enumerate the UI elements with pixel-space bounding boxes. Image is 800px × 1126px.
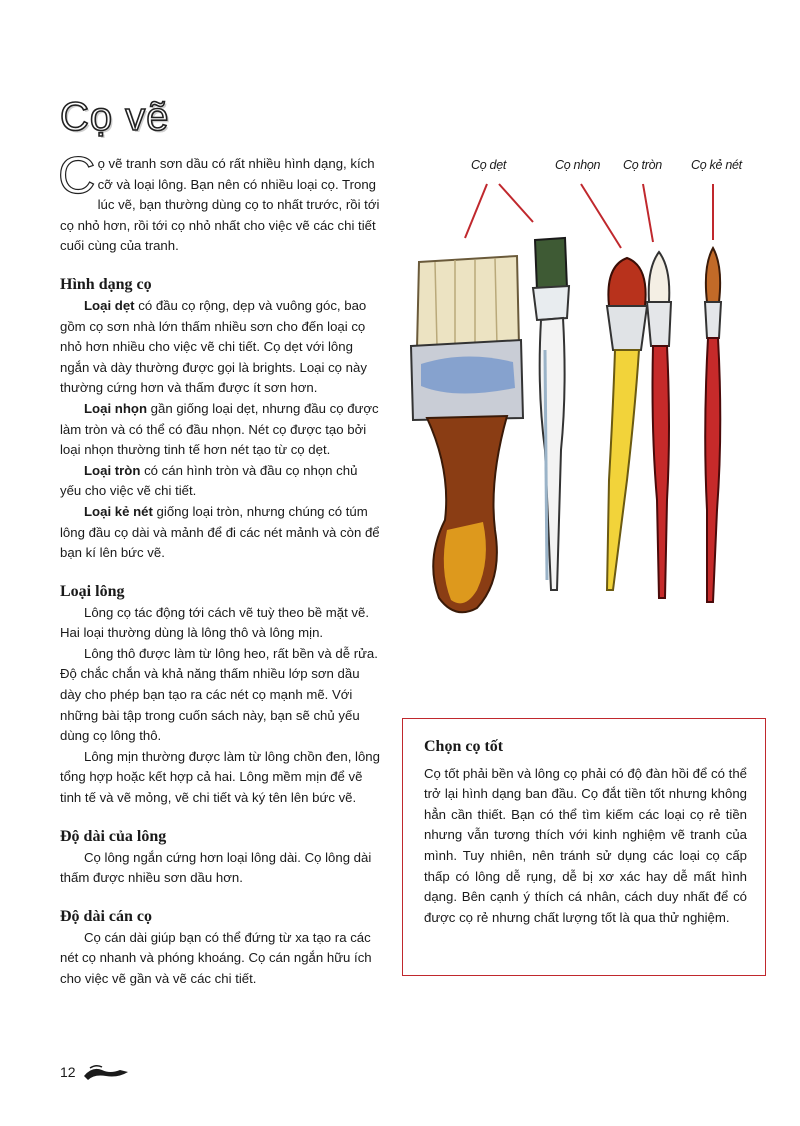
paragraph-flat-brush: [60, 296, 382, 399]
term-flat: Loại dẹt: [84, 297, 135, 313]
intro-text: ọ vẽ tranh sơn dầu có rất nhiều hình dạng, kích cỡ và loại lông. Bạn nên có nhiều loại cọ. Trong lúc vẽ, bạn thường dùng cọ to nhất trước, rồi tới cọ nhỏ hơn, rồi tới cọ nhỏ nhất cho việc vẽ các chi tiết cuối cùng của tranh.: [60, 156, 380, 254]
section-handle-length: [60, 907, 382, 990]
section-title-length: Độ dài của lông: [60, 827, 167, 845]
tip-box: [402, 718, 766, 976]
label-round-brush: Cọ tròn: [623, 158, 662, 172]
intro-paragraph: [58, 147, 382, 257]
section-title-brush-shape: Hình dạng cọ: [60, 275, 152, 293]
section-title-bristle: Loại lông: [60, 582, 125, 600]
tip-body: Cọ tốt phải bền và lông cọ phải có độ đàn hồi để có thể trở lại hình dạng ban đầu. Cọ đắt tiền tốt nhưng không hẳn cần thiết. Bạn có thể tìm kiếm các loại cọ rẻ tiền nhưng vẫn tương thích với kinh nghiệm vẽ tranh của mình. Tuy nhiên, nên tránh sử dụng các loại cọ cấp thấp có lông dễ rụng, dễ bị xơ xác hay dễ mất hình dạng. Bên cạnh ý thích cá nhân, cách duy nhất để có được cọ rẻ nhưng chất lượng tốt là qua thử nghiệm.: [424, 765, 747, 925]
paragraph-filbert-brush: [60, 399, 382, 461]
page-number: 12: [60, 1064, 76, 1080]
flat-wide-brush: [411, 256, 523, 612]
brush-stroke-icon: [82, 1062, 132, 1082]
label-filbert-brush: Cọ nhọn: [555, 158, 601, 172]
rigger-brush: [705, 248, 721, 602]
section-title-handle: Độ dài cán cọ: [60, 907, 152, 925]
paragraph-length: Cọ lông ngắn cứng hơn loại lông dài. Cọ lông dài thấm được nhiều sơn dầu hơn.: [60, 849, 372, 886]
text-rigger: giống loại tròn, nhưng chúng có túm lông đầu cọ dài và mảnh để đi các nét mảnh và còn để bạn kí lên bức vẽ.: [60, 503, 380, 561]
page-title: Cọ vẽ: [60, 94, 170, 139]
term-filbert: Loại nhọn: [84, 400, 147, 416]
brushes-drawing: [395, 150, 765, 620]
tip-title: Chọn cọ tốt: [424, 738, 504, 755]
paragraph-bristle-2: Lông thô được làm từ lông heo, rất bền và dễ rửa. Độ chắc chắn và khả năng thấm nhiều lớp sơn dầu dày cho phép bạn tạo ra các nét cọ mạnh mẽ. Với những bài tập trong cuốn sách này, bạn sẽ chủ yếu dùng cọ lông thô.: [60, 645, 378, 744]
leader-lines: [465, 184, 713, 248]
paragraph-bristle-3: Lông mịn thường được làm từ lông chồn đen, lông tổng hợp hoặc kết hợp cả hai. Lông mềm mịn để vẽ tinh tế và vẽ mỏng, vẽ chi tiết và ký tên lên bức vẽ.: [60, 748, 380, 806]
text-round: có cán hình tròn và đầu cọ nhọn chủ yếu cho việc vẽ chi tiết.: [60, 462, 358, 499]
section-bristle-length: [60, 827, 382, 889]
round-brush: [647, 252, 671, 598]
text-flat: có đầu cọ rộng, dẹp và vuông góc, bao gồm cọ sơn nhà lớn thấm nhiều sơn cho đến loại cọ nhỏ hơn nhiều cho việc vẽ chi tiết. Cọ dẹt với lông ngắn và dày thường được gọi là brights. Loại cọ này thường cứng hơn và thấm được ít sơn hơn.: [60, 297, 367, 396]
section-bristle-type: [60, 582, 382, 809]
label-rigger-brush: Cọ kẻ nét: [691, 158, 742, 172]
paragraph-handle: Cọ cán dài giúp bạn có thể đứng từ xa tạo ra các nét cọ nhanh và phóng khoáng. Cọ cán ngắn hữu ích cho việc vẽ gần và vẽ các chi tiết.: [60, 929, 372, 986]
drop-cap: C: [58, 147, 96, 205]
paragraph-bristle-1: Lông cọ tác động tới cách vẽ tuỳ theo bề mặt vẽ. Hai loại thường dùng là lông thô và lông mịn.: [60, 604, 370, 641]
brushes-illustration: [395, 150, 765, 620]
main-text-column: [58, 147, 382, 1008]
flat-small-brush: [533, 238, 569, 590]
text-filbert: gần giống loại dẹt, nhưng đầu cọ được làm tròn và có thể có đầu nhọn. Nét cọ được tạo bởi loại nhọn thường tinh tế hơn nét tạo từ cọ dẹt.: [60, 400, 379, 458]
paragraph-round-brush: [60, 461, 382, 502]
paragraph-rigger-brush: [60, 502, 382, 564]
filbert-brush: [607, 258, 647, 590]
section-brush-shape: [60, 275, 382, 564]
term-round: Loại tròn: [84, 462, 141, 478]
label-flat-brush: Cọ dẹt: [471, 158, 507, 172]
term-rigger: Loại kẻ nét: [84, 503, 153, 519]
